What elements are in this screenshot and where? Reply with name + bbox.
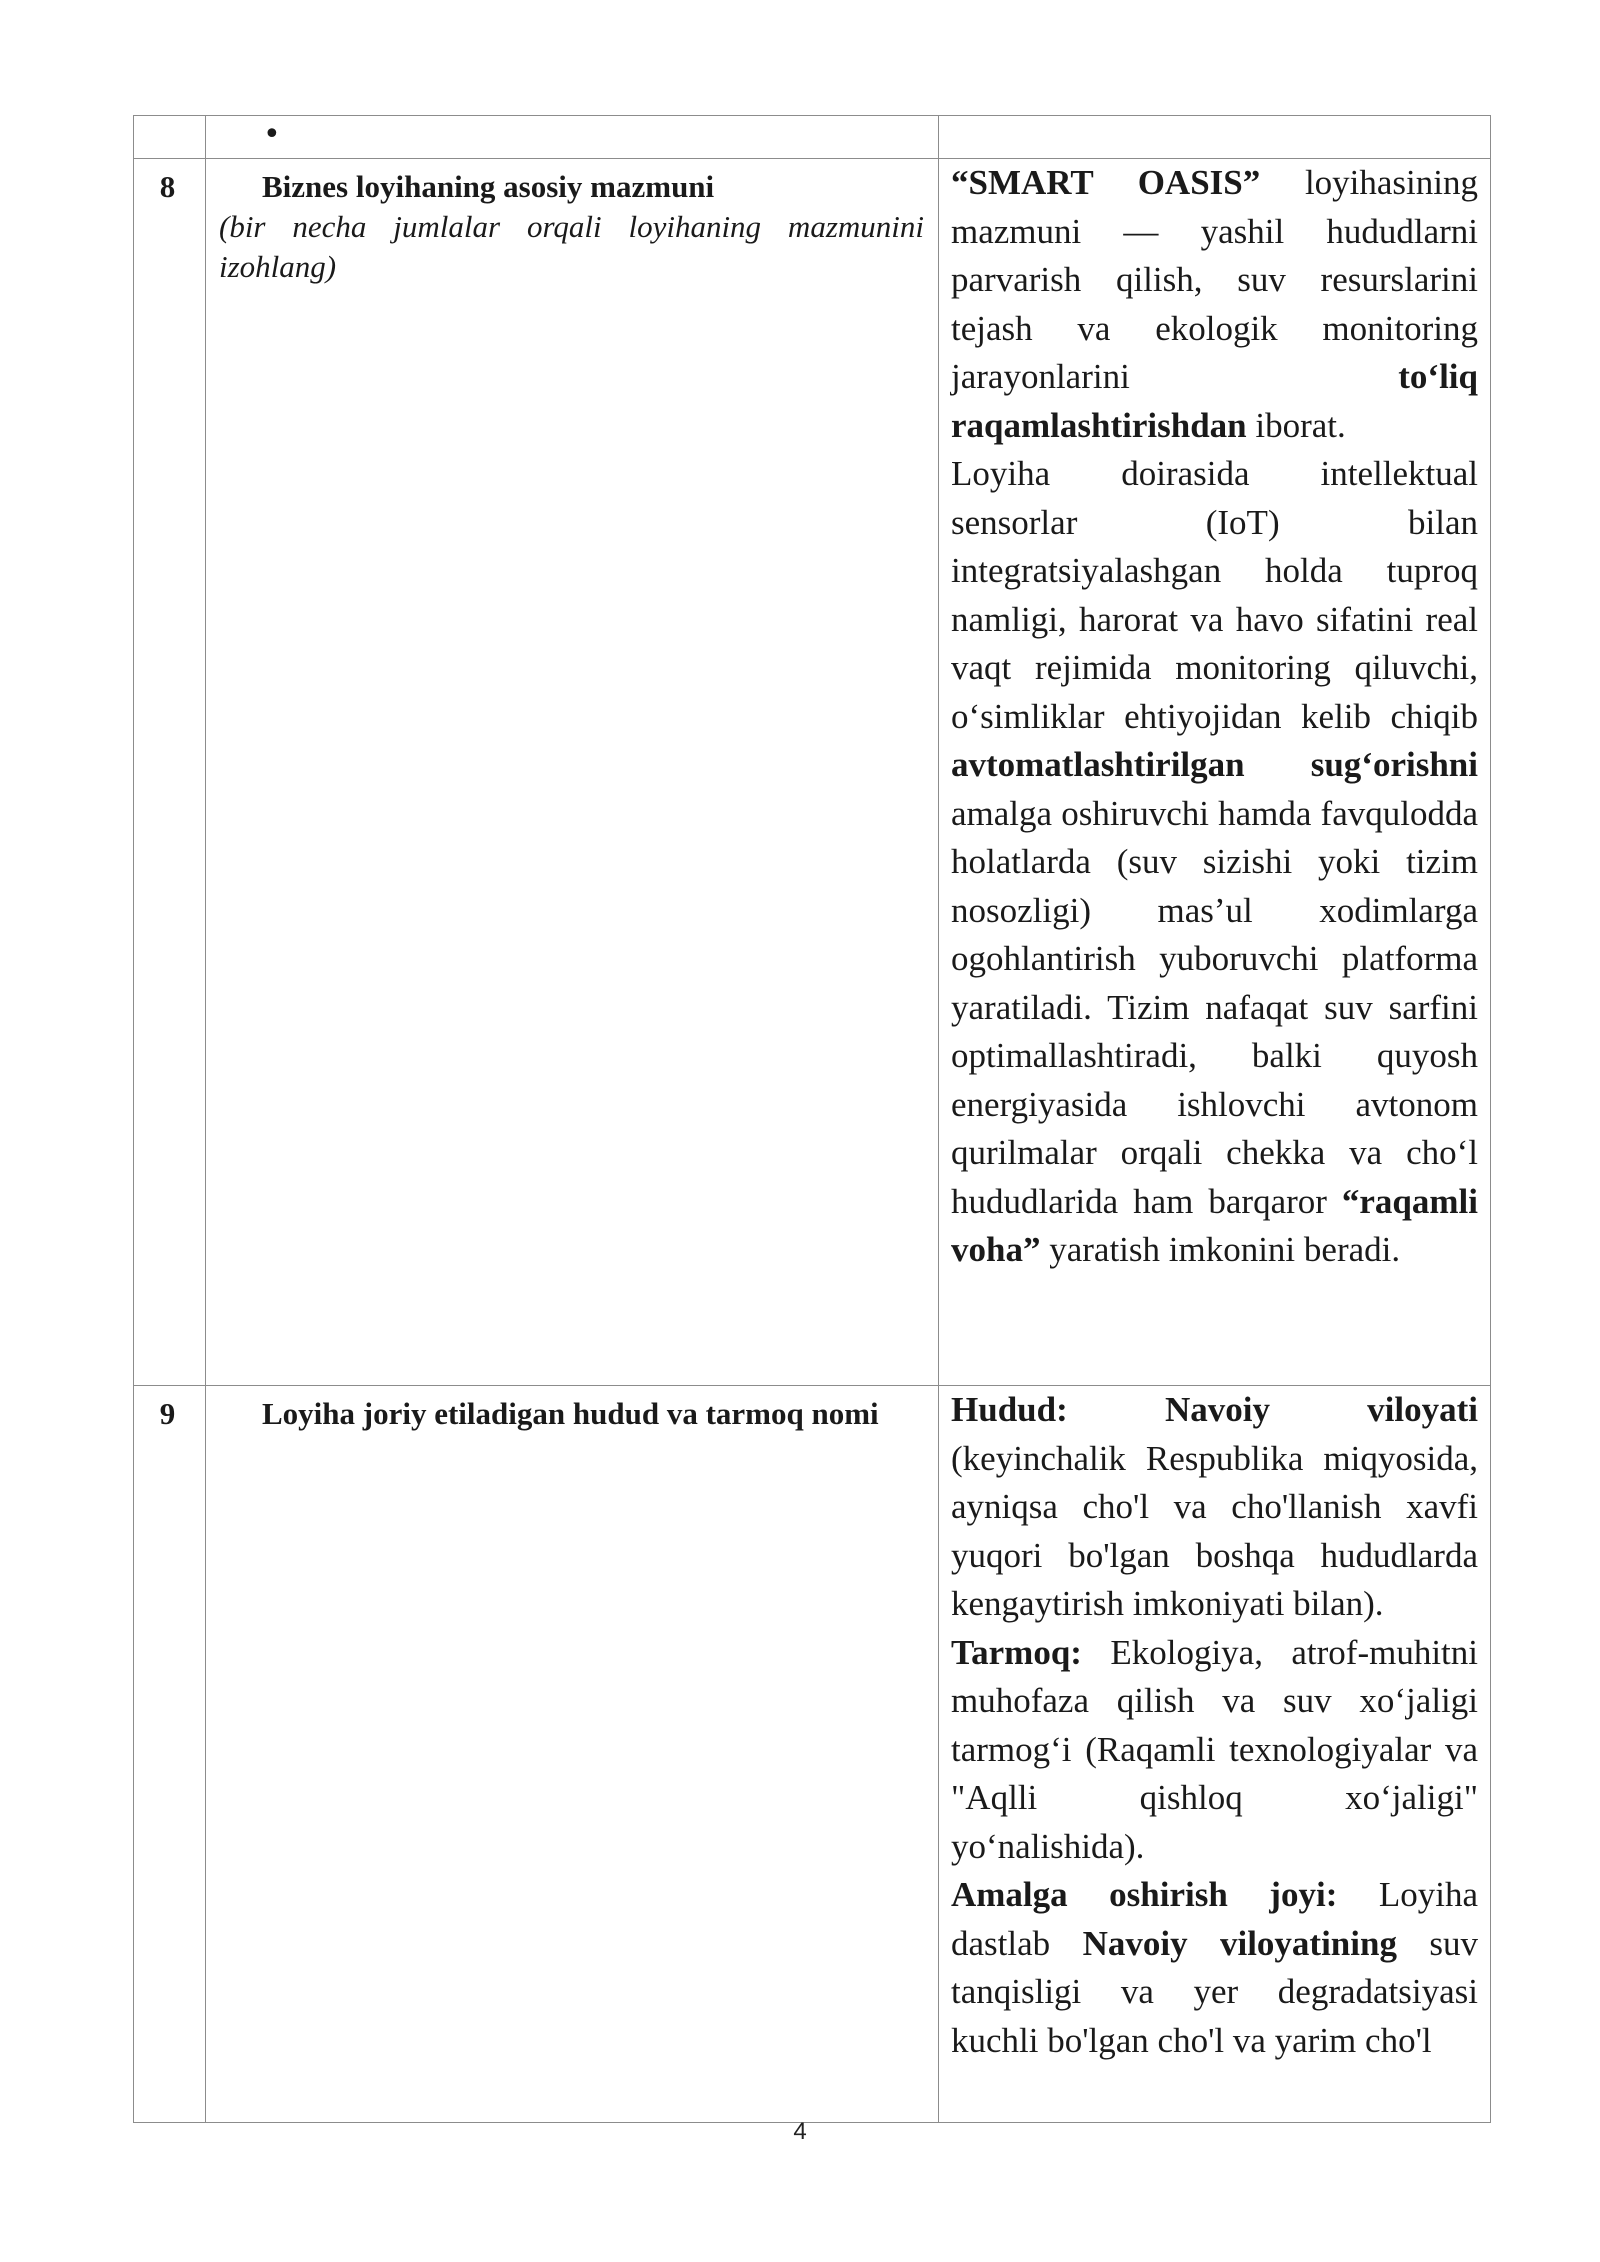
- bold-run: Navoiy viloyatining: [1082, 1923, 1397, 1963]
- row-label-cell: [206, 1386, 939, 2123]
- bold-run: Amalga oshirish joyi:: [951, 1875, 1338, 1914]
- row-label-cell: [206, 159, 939, 1386]
- row-title: Loyiha joriy etiladigan hudud va tarmoq nomi: [262, 1396, 879, 1431]
- document-table: [133, 115, 1491, 2123]
- row-answer-cell: [939, 159, 1491, 1386]
- table-row-continuation: [134, 116, 1491, 159]
- bold-run: “SMART OASIS”: [951, 163, 1261, 202]
- answer-paragraph: “SMART OASIS” loyihasining mazmuni — yashil hududlarni parvarish qilish, suv resurslarini tejash va ekologik monitoring jarayonlarini to‘liq raqamlashtirishdan iborat.: [951, 163, 1478, 445]
- answer-paragraph: Tarmoq: Ekologiya, atrof-muhitni muhofaza qilish va suv xo‘jaligi tarmog‘i (Raqamli texnologiyalar va "Aqlli qishloq xo‘jaligi" yo‘nalishida).: [951, 1632, 1478, 1866]
- bold-run: avtomatlashtirilgan sug‘orishni: [951, 745, 1478, 784]
- answer-cell-empty: [939, 116, 1491, 159]
- answer-paragraph: Amalga oshirish joyi: Loyiha dastlab Navoiy viloyatining suv tanqisligi va yer degradatsiyasi kuchli bo'lgan cho'l va yarim cho'l: [951, 1875, 1479, 2060]
- row-number: 8: [134, 159, 206, 1386]
- answer-paragraph: Hudud: Navoiy viloyati (keyinchalik Respublika miqyosida, ayniqsa cho'l va cho'llanish xavfi yuqori bo'lgan boshqa hududlarda kengaytirish imkoniyati bilan).: [951, 1390, 1478, 1623]
- bold-run: to‘liq raqamlashtirishdan: [951, 357, 1478, 445]
- bold-run: Tarmoq:: [951, 1632, 1082, 1672]
- table-row-8: [134, 159, 1491, 1386]
- table-row-9: [134, 1386, 1491, 2123]
- number-cell-empty: [134, 116, 206, 159]
- row-number: 9: [134, 1386, 206, 2123]
- answer-paragraph: Loyiha doirasida intellektual sensorlar (IoT) bilan integratsiyalashgan holda tuproq namligi, harorat va havo sifatini real vaqt rejimida monitoring qiluvchi, o‘simliklar ehtiyojidan kelib chiqib avtomatlashtirilgan sug‘orishni amalga oshiruvchi hamda favqulodda holatlarda (suv sizishi yoki tizim nosozligi) mas’ul xodimlarga ogohlantirish yuboruvchi platforma yaratiladi. Tizim nafaqat suv sarfini optimallashtiradi, balki quyosh energiyasida ishlovchi avtonom qurilmalar orqali chekka va cho‘l hududlarida ham barqaror “raqamli voha” yaratish imkonini beradi.: [951, 454, 1478, 1269]
- page-number: 4: [793, 2118, 807, 2145]
- row-title: Biznes loyihaning asosiy mazmuni: [262, 169, 715, 204]
- bold-run: “raqamli voha”: [951, 1181, 1478, 1269]
- bold-run: Hudud: Navoiy viloyati: [951, 1390, 1478, 1429]
- row-note: (bir necha jumlalar orqali loyihaning mazmunini izohlang): [219, 209, 924, 284]
- row-answer-cell: [939, 1386, 1491, 2123]
- bullet-marker: •: [206, 116, 939, 159]
